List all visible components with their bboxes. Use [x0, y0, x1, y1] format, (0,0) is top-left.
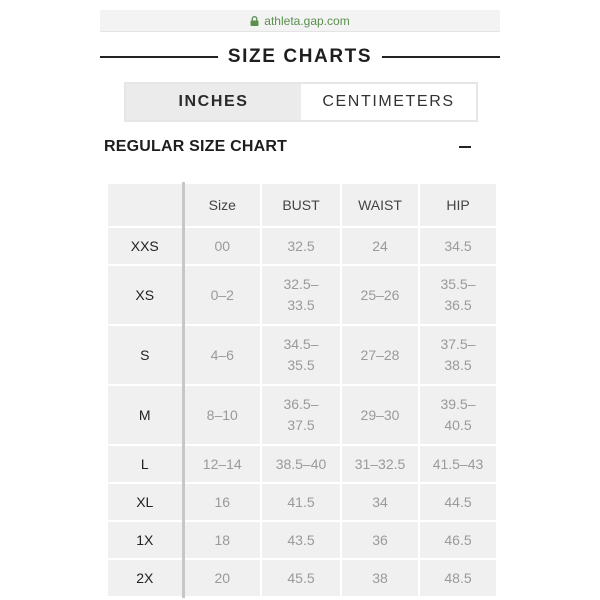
table-cell: 31–32.5 [341, 445, 419, 483]
table-cell: 27–28 [341, 325, 419, 385]
table-cell: 8–10 [183, 385, 261, 445]
table-cell: 16 [183, 483, 261, 521]
table-cell: 32.5– 33.5 [261, 265, 341, 325]
column-header: WAIST [341, 183, 419, 227]
table-row [107, 385, 497, 445]
page-title-row [100, 44, 500, 70]
table-cell: 12–14 [183, 445, 261, 483]
row-label: M [107, 385, 183, 445]
table-row [107, 521, 497, 559]
table-row [107, 445, 497, 483]
table-cell: 34.5 [419, 227, 497, 265]
table-cell: 18 [183, 521, 261, 559]
row-label: 1X [107, 521, 183, 559]
row-label: XXS [107, 227, 183, 265]
table-cell: 45.5 [261, 559, 341, 597]
table-cell: 4–6 [183, 325, 261, 385]
table-cell: 44.5 [419, 483, 497, 521]
table-cell: 34.5– 35.5 [261, 325, 341, 385]
table-corner-cell [107, 183, 183, 227]
collapse-minus-icon[interactable] [458, 140, 472, 154]
table-cell: 00 [183, 227, 261, 265]
table-cell: 29–30 [341, 385, 419, 445]
table-header-row [107, 183, 497, 227]
table-row [107, 265, 497, 325]
row-label: 2X [107, 559, 183, 597]
size-chart-table [106, 182, 498, 598]
row-label: S [107, 325, 183, 385]
section-title: REGULAR SIZE CHART [104, 138, 288, 155]
table-cell: 48.5 [419, 559, 497, 597]
row-label: XS [107, 265, 183, 325]
browser-url-bar[interactable] [100, 10, 500, 32]
title-rule-right [382, 56, 500, 58]
table-cell: 36 [341, 521, 419, 559]
table-cell: 38.5–40 [261, 445, 341, 483]
table-cell: 24 [341, 227, 419, 265]
table-row [107, 325, 497, 385]
table-cell: 34 [341, 483, 419, 521]
tab-inches[interactable]: INCHES [126, 84, 301, 120]
table-cell: 20 [183, 559, 261, 597]
column-header: Size [183, 183, 261, 227]
table-cell: 46.5 [419, 521, 497, 559]
table-cell: 37.5– 38.5 [419, 325, 497, 385]
table-cell: 39.5– 40.5 [419, 385, 497, 445]
table-row [107, 559, 497, 597]
table-cell: 41.5 [261, 483, 341, 521]
table-cell: 32.5 [261, 227, 341, 265]
table-cell: 41.5–43 [419, 445, 497, 483]
unit-toggle [124, 82, 478, 122]
table-cell: 0–2 [183, 265, 261, 325]
title-rule-left [100, 56, 218, 58]
table-cell: 35.5– 36.5 [419, 265, 497, 325]
table-cell: 38 [341, 559, 419, 597]
url-text: athleta.gap.com [264, 13, 350, 28]
page-title: SIZE CHARTS [227, 46, 373, 67]
table-cell: 25–26 [341, 265, 419, 325]
lock-icon [250, 16, 259, 26]
table-cell: 43.5 [261, 521, 341, 559]
column-header: BUST [261, 183, 341, 227]
row-label: XL [107, 483, 183, 521]
table-cell: 36.5– 37.5 [261, 385, 341, 445]
tab-centimeters[interactable]: CENTIMETERS [301, 84, 476, 120]
section-header[interactable] [104, 134, 472, 160]
column-header: HIP [419, 183, 497, 227]
table-row [107, 483, 497, 521]
table-row [107, 227, 497, 265]
row-label: L [107, 445, 183, 483]
